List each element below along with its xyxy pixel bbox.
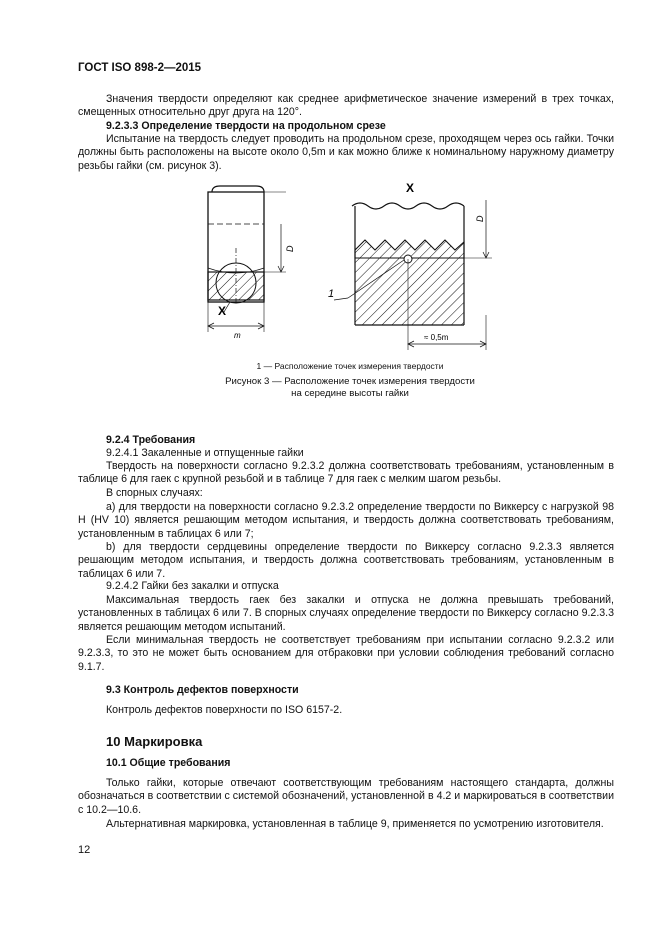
section-9-3-title: 9.3 Контроль дефектов поверхности <box>106 684 299 696</box>
label-half-m: ≈ 0,5m <box>424 333 449 342</box>
section-9-2-4-title: 9.2.4 Требования <box>106 434 196 446</box>
section-9-2-4-1-title: 9.2.4.1 Закаленные и отпущенные гайки <box>106 447 304 459</box>
figure-caption-line-1: Рисунок 3 — Расположение точек измерения твердости <box>225 376 475 387</box>
page-number: 12 <box>78 844 91 856</box>
label-m: m <box>234 331 241 340</box>
label-x-right: X <box>406 181 415 195</box>
detail-x-view <box>334 200 492 350</box>
paragraph-longitudinal-section: Испытание на твердость следует проводить на продольном срезе, проходящем через ось гайки. Точки должны быть расположены на высоте около 0,5m и как можно ближе к номинальному наружному диаметру резьбы гайки (см. рисунок 3). <box>78 133 614 172</box>
figure-legend: 1 — Расположение точек измерения твердости <box>256 361 444 371</box>
paragraph-hardness-mean: Значения твердости определяют как среднее арифметическое значение измерений в трех точках, смещенных относительно друг друга на 120°. <box>78 93 614 119</box>
section-10-1-title: 10.1 Общие требования <box>106 757 231 769</box>
paragraph-max-hardness: Максимальная твердость гаек без закалки и отпуска не должна превышать требований, установленных в таблицах 6 или 7. В спорных случаях определение твердости по Виккерсу согласно 9.2.3.3 является решающим методом испытаний. <box>78 594 614 633</box>
figure-3-drawing <box>190 180 510 355</box>
paragraph-min-hardness: Если минимальная твердость не соответствует требованиям при испытании согласно 9.2.3.2 или 9.2.3.3, то это не может быть основанием для отбраковки при условии соблюдения требований согласно 9.1.7. <box>78 634 614 673</box>
paragraph-disputes: В спорных случаях: <box>106 487 203 499</box>
section-10-title: 10 Маркировка <box>106 734 203 749</box>
section-9-2-4-2-title: 9.2.4.2 Гайки без закалки и отпуска <box>106 580 279 592</box>
label-x-left: X <box>218 304 227 318</box>
label-d-right: D <box>475 215 485 222</box>
list-item-a: a) для твердости на поверхности согласно 9.2.3.2 определение твердости по Виккерсу с нагрузкой 98 Н (HV 10) является решающим методом испытания, и твердость должна соответствовать требованиям, установленным в таблицах 6 или 7; <box>78 501 614 540</box>
label-1: 1 <box>328 288 335 300</box>
document-header: ГОСТ ISO 898-2—2015 <box>78 62 202 74</box>
figure-caption-line-2: на середине высоты гайки <box>291 388 409 399</box>
paragraph-marking-requirements: Только гайки, которые отвечают соответствующим требованиям настоящего стандарта, должны обозначаться в соответствии с системой обозначений, установленной в 4.2 и маркироваться в соответствии с 10.2—10.6. <box>78 777 614 816</box>
section-9-2-3-3-title: 9.2.3.3 Определение твердости на продольном срезе <box>106 120 386 132</box>
label-d-left: D <box>285 245 295 252</box>
list-item-b: b) для твердости сердцевины определение твердости по Виккерсу согласно 9.2.3.3 является решающим методом испытания, и твердость должна соответствовать требованиям, установленным в таблицах 6 или 7. <box>78 541 614 580</box>
paragraph-alternative-marking: Альтернативная маркировка, установленная в таблице 9, применяется по усмотрению изготовителя. <box>106 818 604 830</box>
paragraph-surface-defects: Контроль дефектов поверхности по ISO 6157-2. <box>106 704 343 716</box>
paragraph-surface-hardness: Твердость на поверхности согласно 9.2.3.2 должна соответствовать требованиям, установленным в таблице 6 для гаек с крупной резьбой и в таблице 7 для гаек с мелким шагом резьбы. <box>78 460 614 486</box>
